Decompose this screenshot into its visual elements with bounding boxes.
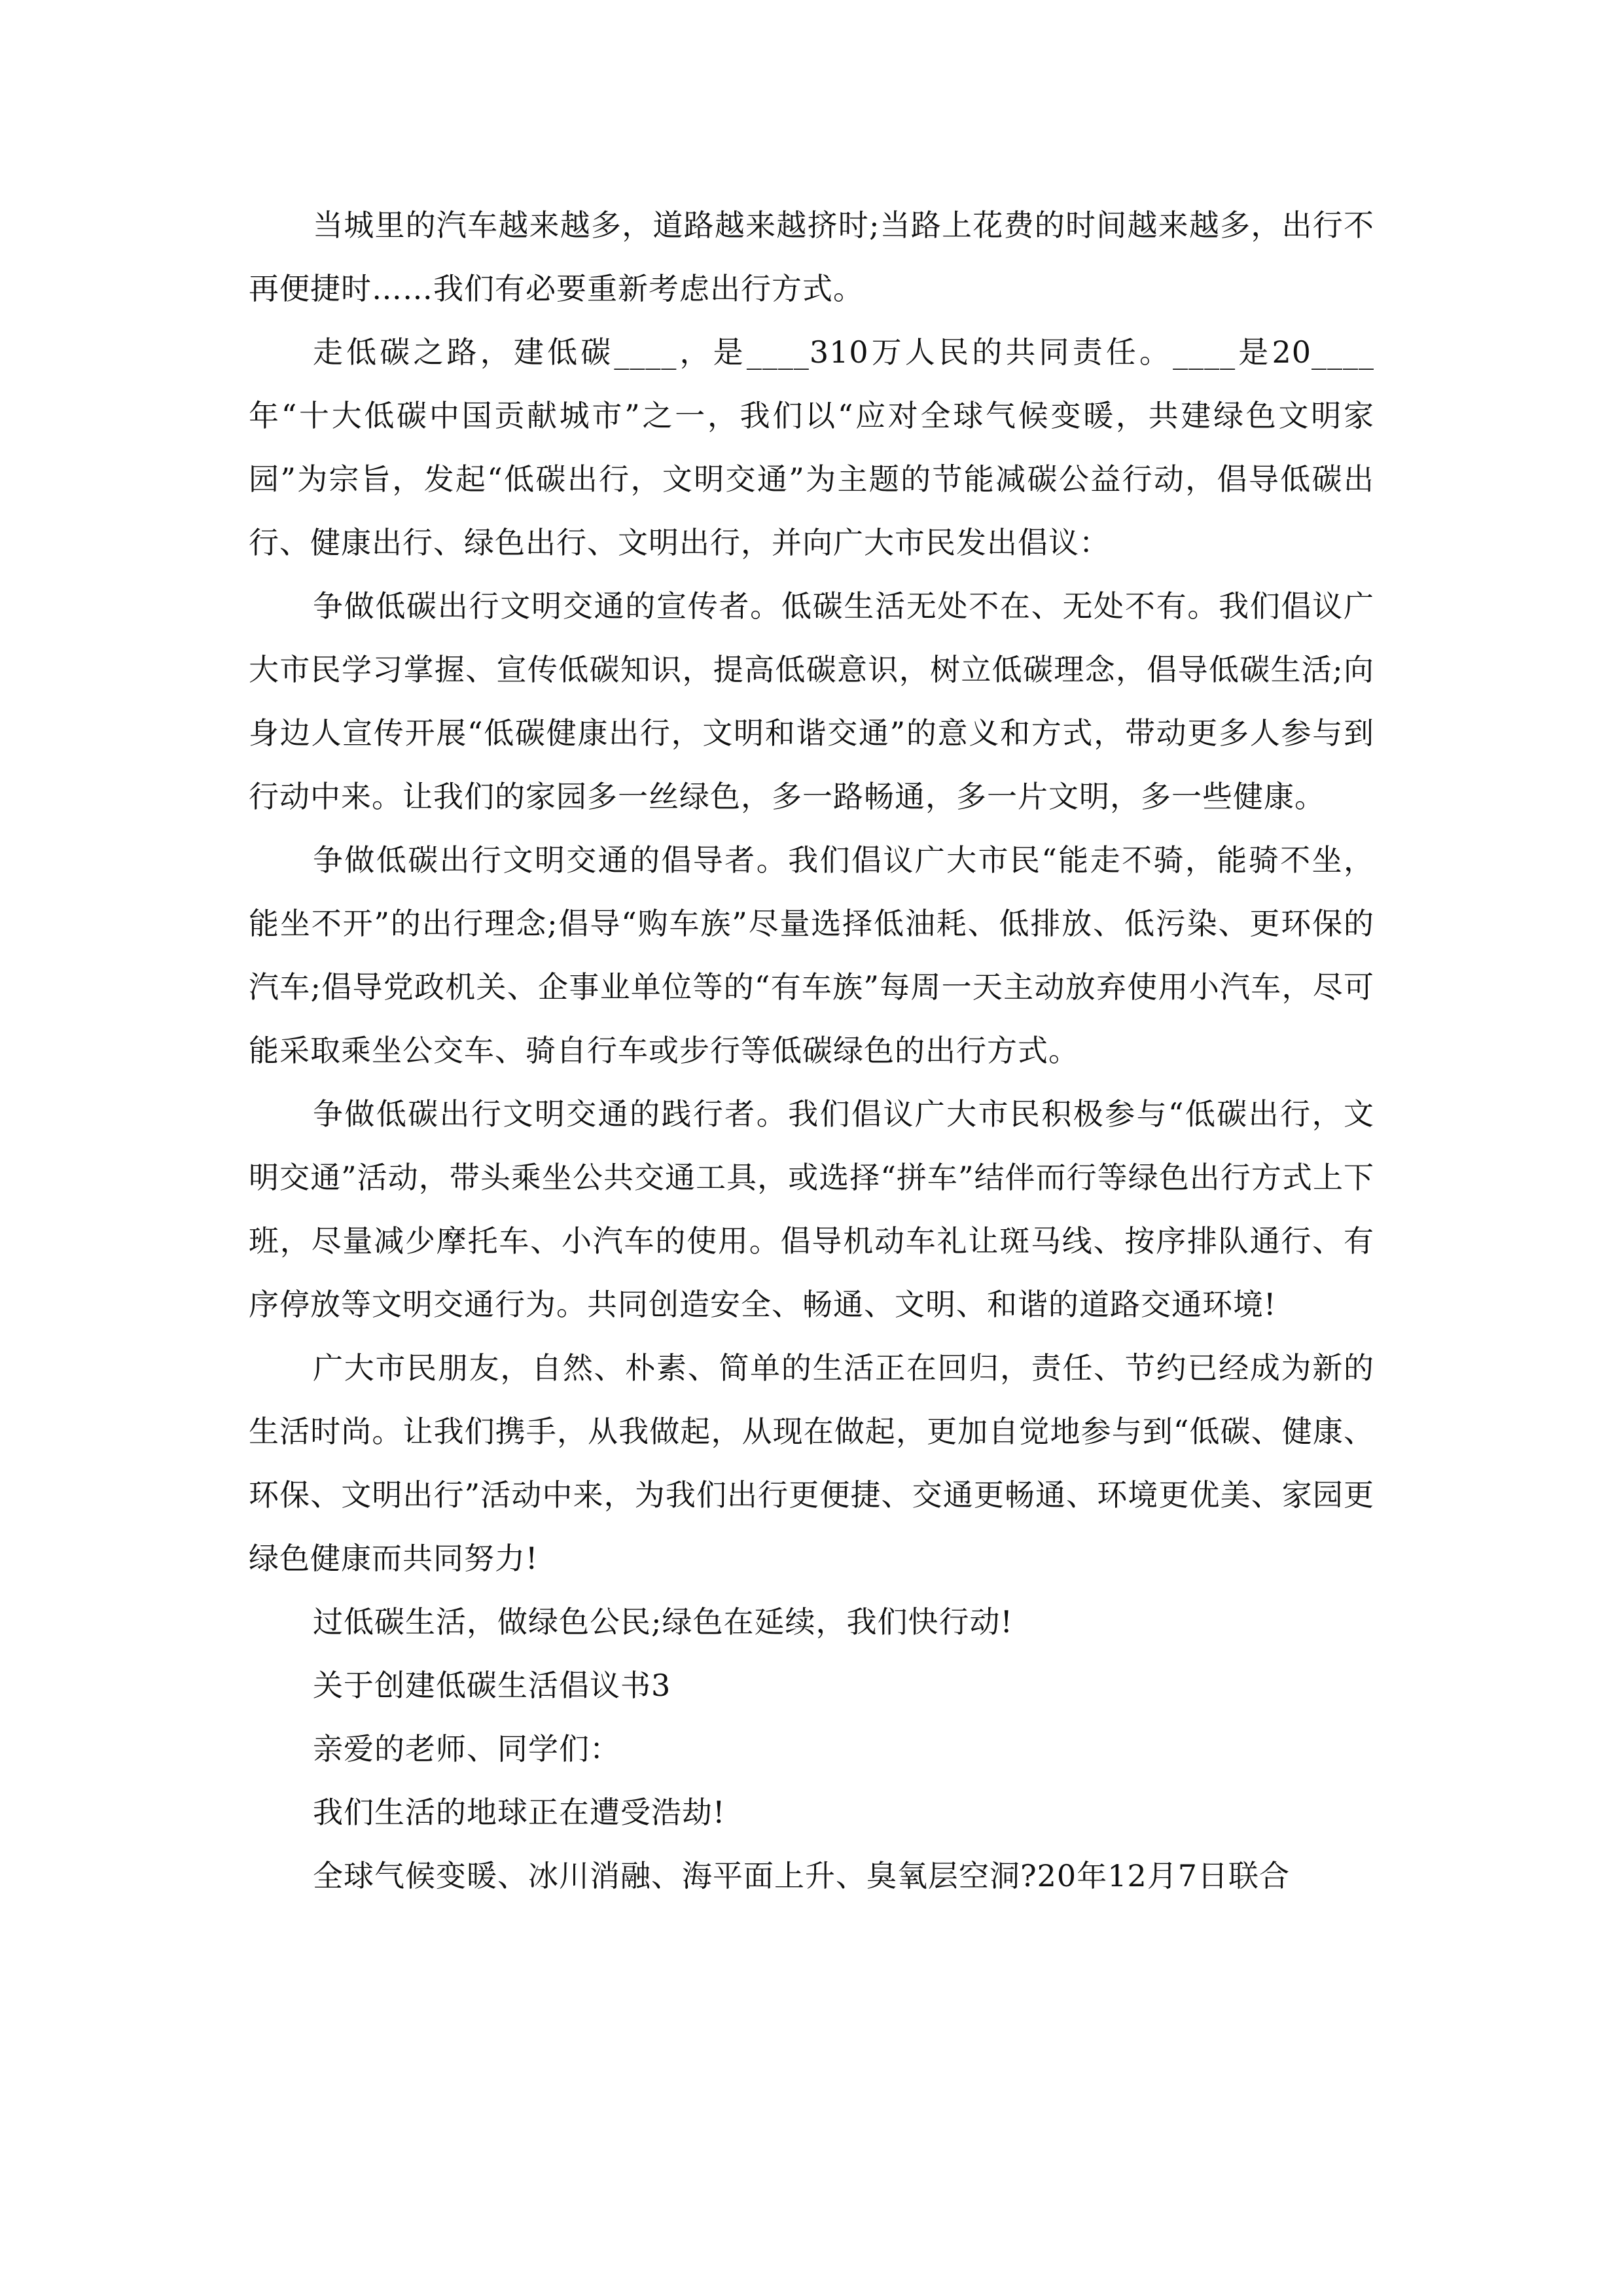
paragraph-initiative: 走低碳之路，建低碳____，是____310万人民的共同责任。____是20____年“十大低碳中国贡献城市”之一，我们以“应对全球气候变暖，共建绿色文明家园”为宗旨，发起“低碳出行，文明交通”为主题的节能减碳公益行动，倡导低碳出行、健康出行、绿色出行、文明出行，并向广大市民发出倡议： [249,334,1374,560]
paragraph-promoter: 争做低碳出行文明交通的宣传者。低碳生活无处不在、无处不有。我们倡议广大市民学习掌握、宣传低碳知识，提高低碳意识，树立低碳理念，倡导低碳生活;向身边人宣传开展“低碳健康出行，文明和谐交通”的意义和方式，带动更多人参与到行动中来。让我们的家园多一丝绿色，多一路畅通，多一片文明，多一些健康。 [249,588,1374,814]
paragraph-appeal: 广大市民朋友，自然、朴素、简单的生活正在回归，责任、节约已经成为新的生活时尚。让我们携手，从我做起，从现在做起，更加自觉地参与到“低碳、健康、环保、文明出行”活动中来，为我们出行更便捷、交通更畅通、环境更优美、家园更绿色健康而共同努力! [249,1350,1374,1576]
slogan-line: 过低碳生活，做绿色公民;绿色在延续，我们快行动! [313,1604,1013,1640]
opening-line: 我们生活的地球正在遭受浩劫! [313,1795,726,1830]
section-title: 关于创建低碳生活倡议书3 [313,1668,671,1703]
salutation-line: 亲爱的老师、同学们： [313,1731,620,1767]
closing-partial-line: 全球气候变暖、冰川消融、海平面上升、臭氧层空洞?20年12月7日联合 [313,1858,1290,1893]
paragraph-practitioner: 争做低碳出行文明交通的践行者。我们倡议广大市民积极参与“低碳出行，文明交通”活动，带头乘坐公共交通工具，或选择“拼车”结伴而行等绿色出行方式上下班，尽量减少摩托车、小汽车的使用。倡导机动车礼让斑马线、按序排队通行、有序停放等文明交通行为。共同创造安全、畅通、文明、和谐的道路交通环境! [249,1096,1374,1322]
paragraph-intro: 当城里的汽车越来越多，道路越来越挤时;当路上花费的时间越来越多，出行不再便捷时……我们有必要重新考虑出行方式。 [249,207,1374,306]
document-body [249,194,1374,1908]
paragraph-advocate: 争做低碳出行文明交通的倡导者。我们倡议广大市民“能走不骑，能骑不坐，能坐不开”的出行理念;倡导“购车族”尽量选择低油耗、低排放、低污染、更环保的汽车;倡导党政机关、企事业单位等的“有车族”每周一天主动放弃使用小汽车，尽可能采取乘坐公交车、骑自行车或步行等低碳绿色的出行方式。 [249,842,1374,1068]
